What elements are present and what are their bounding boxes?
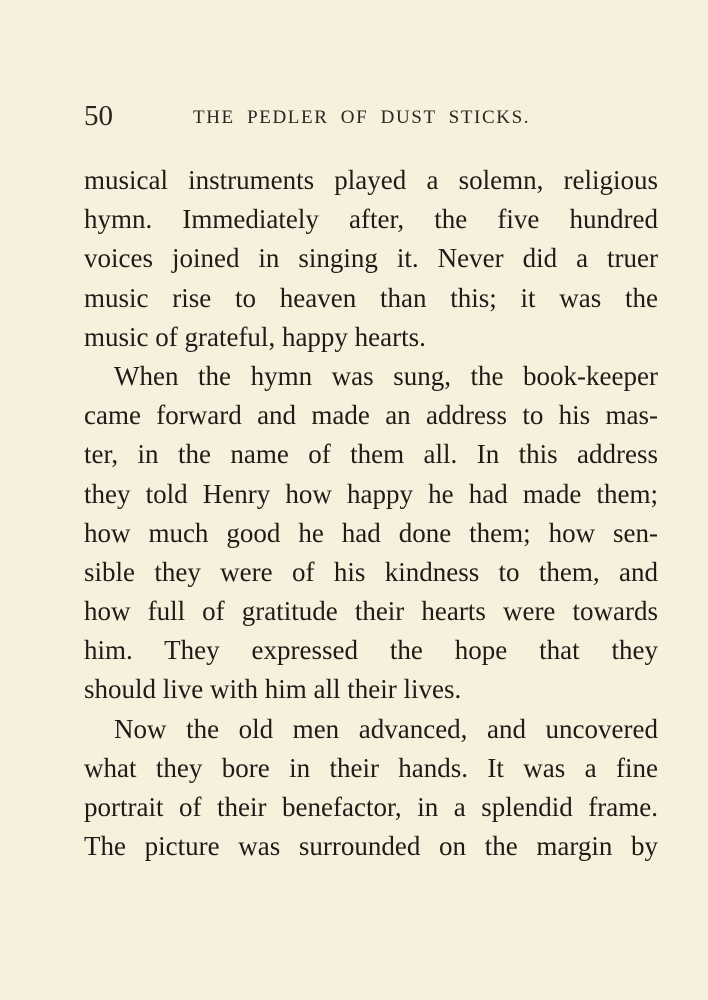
text-line: voices joined in singing it. Never did a truer (84, 243, 658, 274)
page-header (84, 98, 658, 138)
text-line: what they bore in their hands. It was a fine (84, 752, 658, 783)
text-line: ter, in the name of them all. In this address (84, 439, 658, 470)
text-line: sible they were of his kindness to them, and (84, 556, 658, 587)
text-line: how full of gratitude their hearts were towards (84, 596, 658, 627)
text-line: him. They expressed the hope that they (84, 635, 658, 666)
text-line: Now the old men advanced, and uncovered (114, 713, 658, 744)
text-line: When the hymn was sung, the book-keeper (114, 360, 658, 391)
text-line: music of grateful, happy hearts. (84, 321, 426, 352)
text-line: how much good he had done them; how sen- (84, 517, 658, 548)
body-text (84, 161, 658, 866)
page-number: 50 (84, 100, 113, 132)
text-line: musical instruments played a solemn, religious (84, 165, 658, 195)
text-line: hymn. Immediately after, the five hundred (84, 204, 658, 235)
text-line: they told Henry how happy he had made them; (84, 478, 658, 509)
running-title: THE PEDLER OF DUST STICKS. (193, 107, 531, 128)
text-line: came forward and made an address to his mas- (84, 400, 658, 431)
text-line: music rise to heaven than this; it was the (84, 282, 658, 313)
text-line: portrait of their benefactor, in a splendid frame. (84, 792, 658, 822)
text-line: should live with him all their lives. (84, 674, 462, 705)
text-line: The picture was surrounded on the margin by (84, 831, 658, 862)
